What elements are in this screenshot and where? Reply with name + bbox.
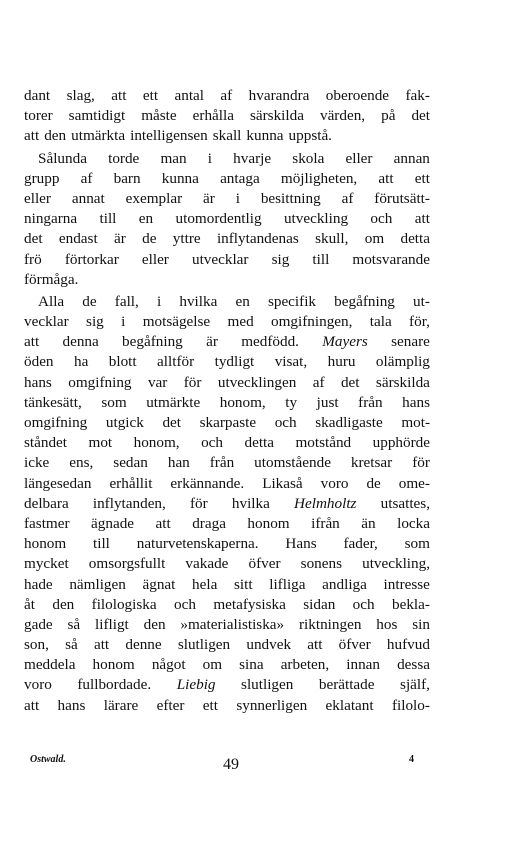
word: förmåga. bbox=[24, 270, 79, 288]
word: så bbox=[65, 636, 78, 654]
word: på bbox=[381, 107, 396, 125]
word: öden bbox=[24, 353, 54, 371]
text-line bbox=[24, 270, 430, 290]
word: voro bbox=[320, 474, 349, 492]
word: Sålunda bbox=[38, 149, 87, 167]
word: särskilda bbox=[375, 373, 430, 391]
word: slutligen bbox=[177, 636, 231, 654]
word: denna bbox=[62, 333, 99, 351]
word: exemplar bbox=[125, 189, 183, 207]
word: särskilda bbox=[249, 107, 304, 125]
word: hvarje bbox=[233, 149, 272, 167]
word: utveckling bbox=[283, 210, 349, 228]
word: åt bbox=[24, 595, 35, 613]
word: andliga bbox=[322, 575, 367, 593]
text-line bbox=[24, 474, 430, 494]
word: vakade bbox=[185, 555, 229, 573]
word: utveckling, bbox=[362, 555, 430, 573]
word: i bbox=[235, 189, 240, 207]
word: uppstå. bbox=[288, 127, 332, 145]
text-line bbox=[24, 655, 430, 675]
word: och bbox=[174, 595, 196, 613]
word: till bbox=[312, 250, 330, 268]
word: omsorgsfullt bbox=[88, 555, 166, 573]
word: utvecklar bbox=[191, 250, 249, 268]
word: än bbox=[361, 514, 376, 532]
word: ome- bbox=[398, 474, 430, 492]
word: »materialistiska» bbox=[180, 615, 285, 633]
word: Liebig bbox=[176, 676, 216, 694]
word: Likaså bbox=[262, 474, 303, 492]
word: bekla- bbox=[391, 595, 430, 613]
word: torde bbox=[108, 149, 140, 167]
word: honom bbox=[24, 535, 67, 553]
text-line bbox=[24, 534, 430, 554]
word: denne bbox=[125, 636, 162, 654]
word: erkännande. bbox=[170, 474, 245, 492]
word: fak- bbox=[405, 87, 430, 104]
word: ägnat bbox=[142, 575, 176, 593]
word: skola bbox=[292, 149, 325, 167]
word: utvecklingen bbox=[217, 373, 297, 391]
word: de bbox=[366, 474, 381, 492]
word: slag, bbox=[66, 87, 95, 104]
word: ett bbox=[142, 87, 159, 104]
word: är bbox=[203, 189, 215, 207]
word: utomstående bbox=[254, 454, 331, 472]
text-line bbox=[24, 494, 430, 514]
word: detta bbox=[244, 434, 274, 452]
text-line bbox=[24, 86, 430, 106]
word: af bbox=[80, 169, 93, 187]
word: voro bbox=[24, 676, 52, 694]
word: eller bbox=[141, 250, 169, 268]
word: yttre bbox=[172, 230, 201, 248]
word: Alla bbox=[38, 292, 65, 310]
word: medfödd. bbox=[241, 333, 299, 351]
word: i bbox=[207, 149, 213, 167]
text-line bbox=[24, 675, 430, 695]
word: och bbox=[370, 210, 393, 228]
word: hans bbox=[402, 393, 430, 411]
word: olämplig bbox=[375, 353, 430, 371]
word: han bbox=[167, 454, 190, 472]
word: värden, bbox=[319, 107, 366, 125]
word: blott bbox=[108, 353, 137, 371]
word: ningarna bbox=[24, 210, 78, 228]
word: var bbox=[147, 373, 168, 391]
word: efter bbox=[156, 696, 185, 714]
text-line bbox=[24, 332, 430, 352]
word: för bbox=[412, 454, 430, 472]
word: ty bbox=[285, 393, 298, 411]
text-line bbox=[24, 189, 430, 209]
text-line bbox=[24, 575, 430, 595]
word: ut- bbox=[413, 292, 430, 310]
word: honom bbox=[92, 656, 135, 674]
word: hvilka bbox=[231, 494, 270, 512]
word: Helmholtz bbox=[294, 494, 357, 512]
word: synnerligen bbox=[236, 696, 308, 714]
word: att bbox=[24, 127, 40, 145]
text-line bbox=[24, 433, 430, 453]
word: upphörde bbox=[372, 434, 430, 452]
sheet-number: 4 bbox=[409, 754, 414, 765]
word: just bbox=[316, 393, 339, 411]
word: sedan bbox=[113, 454, 148, 472]
text-line bbox=[24, 615, 430, 635]
word: och bbox=[201, 434, 224, 452]
word: hans bbox=[57, 696, 86, 714]
word: sitt bbox=[234, 575, 253, 593]
word: hufvud bbox=[386, 636, 430, 654]
word: begåfning bbox=[122, 333, 183, 351]
text-line bbox=[24, 169, 430, 189]
word: sin bbox=[412, 615, 430, 633]
text-line bbox=[24, 393, 430, 413]
word: honom, bbox=[219, 393, 266, 411]
word: fall, bbox=[114, 292, 139, 310]
word: frö bbox=[24, 250, 42, 268]
text-line bbox=[24, 453, 430, 473]
word: skall bbox=[212, 127, 242, 145]
word: utmärkte bbox=[146, 393, 201, 411]
word: senare bbox=[391, 333, 430, 351]
word: från bbox=[209, 454, 235, 472]
word: endast bbox=[58, 230, 98, 248]
word: locka bbox=[397, 514, 430, 532]
word: för bbox=[190, 494, 208, 512]
word: meddela bbox=[24, 656, 76, 674]
text-line bbox=[24, 554, 430, 574]
word: det bbox=[411, 107, 430, 125]
word: eller bbox=[345, 149, 373, 167]
word: sig bbox=[86, 313, 104, 331]
text-line bbox=[24, 250, 430, 270]
word: gade bbox=[24, 615, 53, 633]
word: det bbox=[24, 230, 43, 248]
word: inflytanden, bbox=[92, 494, 166, 512]
word: utmärkta bbox=[71, 127, 126, 145]
word: är bbox=[114, 230, 126, 248]
word: öfver bbox=[248, 555, 281, 573]
word: en bbox=[138, 210, 154, 228]
word: fullbordade. bbox=[77, 676, 152, 694]
word: och bbox=[274, 414, 297, 431]
word: att bbox=[378, 169, 394, 187]
word: man bbox=[160, 149, 187, 167]
text-line bbox=[24, 595, 430, 615]
word: en bbox=[235, 292, 250, 310]
word: sidan bbox=[303, 595, 336, 613]
word: för bbox=[183, 373, 202, 391]
word: att bbox=[111, 87, 127, 104]
word: draga bbox=[192, 514, 226, 532]
word: samtidigt bbox=[68, 107, 126, 125]
page-footer bbox=[24, 752, 430, 782]
word: mycket bbox=[24, 555, 69, 573]
word: arbeten, bbox=[280, 656, 330, 674]
word: ifrån bbox=[311, 514, 340, 532]
word: utsattes, bbox=[380, 494, 430, 512]
word: honom, bbox=[133, 434, 180, 452]
word: att bbox=[155, 514, 171, 532]
word: detta bbox=[400, 230, 430, 248]
word: fastmer bbox=[24, 514, 70, 532]
word: de bbox=[82, 292, 97, 310]
word: hans bbox=[24, 373, 52, 391]
word: af bbox=[312, 373, 325, 391]
word: vecklar bbox=[24, 313, 69, 331]
word: omgifningen, bbox=[271, 313, 353, 331]
text-line bbox=[24, 696, 430, 716]
word: ägnade bbox=[91, 514, 135, 532]
word: lifligt bbox=[95, 615, 129, 633]
word: oberoende bbox=[325, 87, 390, 104]
word: som bbox=[404, 535, 430, 553]
word: inflytandenas bbox=[216, 230, 299, 248]
text-line bbox=[24, 149, 430, 169]
word: kretsar bbox=[350, 454, 393, 472]
word: naturvetenskaperna. bbox=[136, 535, 259, 553]
printer-signature: Ostwald. bbox=[30, 754, 66, 765]
word: torer bbox=[24, 107, 53, 125]
body-text bbox=[24, 86, 430, 716]
word: specifik bbox=[267, 292, 317, 310]
word: tydligt bbox=[214, 353, 255, 371]
word: besittning bbox=[260, 189, 321, 207]
word: Mayers bbox=[322, 333, 368, 351]
word: innan bbox=[346, 656, 380, 674]
word: till bbox=[93, 535, 110, 553]
text-line bbox=[24, 229, 430, 249]
word: ståndet bbox=[24, 434, 68, 452]
word: intelligensen bbox=[130, 127, 208, 145]
word: motstånd bbox=[295, 434, 352, 452]
word: motsägelse bbox=[142, 313, 211, 331]
word: undvek bbox=[246, 636, 292, 654]
word: om bbox=[202, 656, 223, 674]
word: lärare bbox=[103, 696, 139, 714]
word: fader, bbox=[343, 535, 378, 553]
word: till bbox=[99, 210, 117, 228]
word: i bbox=[156, 292, 162, 310]
word: att bbox=[24, 696, 40, 714]
word: eklatant bbox=[325, 696, 374, 714]
word: förutsätt- bbox=[374, 189, 430, 207]
word: själf, bbox=[400, 676, 430, 694]
word: mot bbox=[88, 434, 113, 452]
word: skull, bbox=[315, 230, 349, 248]
text-line bbox=[24, 514, 430, 534]
word: ha bbox=[73, 353, 89, 371]
word: filologiska bbox=[91, 595, 157, 613]
word: slutligen bbox=[241, 676, 294, 694]
page-number: 49 bbox=[223, 756, 239, 773]
word: skadligaste bbox=[315, 414, 383, 431]
word: grupp bbox=[24, 169, 60, 187]
word: kunna bbox=[161, 169, 199, 187]
word: honom bbox=[247, 514, 290, 532]
word: intresse bbox=[383, 575, 430, 593]
word: lifliga bbox=[269, 575, 306, 593]
word: delbara bbox=[24, 494, 69, 512]
word: eller bbox=[24, 189, 51, 207]
word: måste bbox=[141, 107, 177, 125]
word: barn bbox=[113, 169, 141, 187]
word: att bbox=[307, 636, 323, 654]
word: att bbox=[24, 333, 40, 351]
text-line bbox=[24, 312, 430, 332]
word: med bbox=[227, 313, 254, 331]
word: metafysiska bbox=[213, 595, 286, 613]
word: hela bbox=[192, 575, 218, 593]
word: nämligen bbox=[69, 575, 126, 593]
word: begåfning bbox=[334, 292, 395, 310]
word: är bbox=[206, 333, 218, 351]
word: möjligheten, bbox=[280, 169, 358, 187]
word: icke bbox=[24, 454, 50, 472]
word: så bbox=[67, 615, 81, 633]
word: hvilka bbox=[179, 292, 218, 310]
word: skarpaste bbox=[199, 414, 257, 431]
word: ett bbox=[414, 169, 430, 187]
word: och bbox=[352, 595, 375, 613]
word: erhålla bbox=[192, 107, 234, 125]
word: ett bbox=[202, 696, 218, 714]
word: dant bbox=[24, 87, 51, 104]
word: huru bbox=[327, 353, 356, 371]
word: antaga bbox=[220, 169, 260, 187]
word: tänkesätt, bbox=[24, 393, 82, 411]
word: visat, bbox=[274, 353, 308, 371]
word: den bbox=[52, 595, 75, 613]
text-line bbox=[24, 352, 430, 372]
word: den bbox=[44, 127, 67, 145]
word: filolo- bbox=[391, 696, 430, 714]
word: alltför bbox=[157, 353, 195, 371]
text-line bbox=[24, 126, 430, 146]
word: hade bbox=[24, 575, 53, 593]
word: som bbox=[101, 393, 127, 411]
word: sig bbox=[271, 250, 290, 268]
word: annat bbox=[71, 189, 105, 207]
text-line bbox=[24, 209, 430, 229]
word: det bbox=[162, 414, 181, 431]
word: något bbox=[151, 656, 186, 674]
word: det bbox=[340, 373, 360, 391]
text-line bbox=[24, 413, 430, 433]
text-line bbox=[24, 373, 430, 393]
word: mot- bbox=[401, 414, 430, 431]
word: den bbox=[143, 615, 166, 633]
word: hvarandra bbox=[248, 87, 310, 104]
text-line bbox=[24, 106, 430, 126]
word: berättade bbox=[318, 676, 375, 694]
word: om bbox=[364, 230, 385, 248]
word: motsvarande bbox=[352, 250, 430, 268]
word: annan bbox=[393, 149, 430, 167]
word: Hans bbox=[285, 535, 317, 553]
word: för, bbox=[409, 313, 430, 331]
word: antal bbox=[174, 87, 204, 104]
word: de bbox=[142, 230, 157, 248]
word: hos bbox=[376, 615, 398, 633]
word: ens, bbox=[69, 454, 94, 472]
word: längesedan bbox=[24, 474, 92, 492]
text-line bbox=[24, 292, 430, 312]
text-line bbox=[24, 635, 430, 655]
word: tala bbox=[369, 313, 392, 331]
word: i bbox=[121, 313, 126, 331]
word: utomordentlig bbox=[175, 210, 262, 228]
word: af bbox=[341, 189, 354, 207]
word: riktningen bbox=[299, 615, 362, 633]
word: sonens bbox=[300, 555, 342, 573]
word: från bbox=[358, 393, 383, 411]
word: förtorkar bbox=[64, 250, 119, 268]
word: omgifning bbox=[68, 373, 132, 391]
word: erhållit bbox=[109, 474, 153, 492]
word: dessa bbox=[397, 656, 430, 674]
word: son, bbox=[24, 636, 49, 654]
word: öfver bbox=[338, 636, 371, 654]
word: att bbox=[93, 636, 110, 654]
word: omgifning bbox=[24, 414, 88, 431]
word: att bbox=[414, 210, 430, 228]
word: af bbox=[220, 87, 233, 104]
word: utgick bbox=[105, 414, 144, 431]
word: kunna bbox=[246, 127, 284, 145]
word: sina bbox=[239, 656, 264, 674]
